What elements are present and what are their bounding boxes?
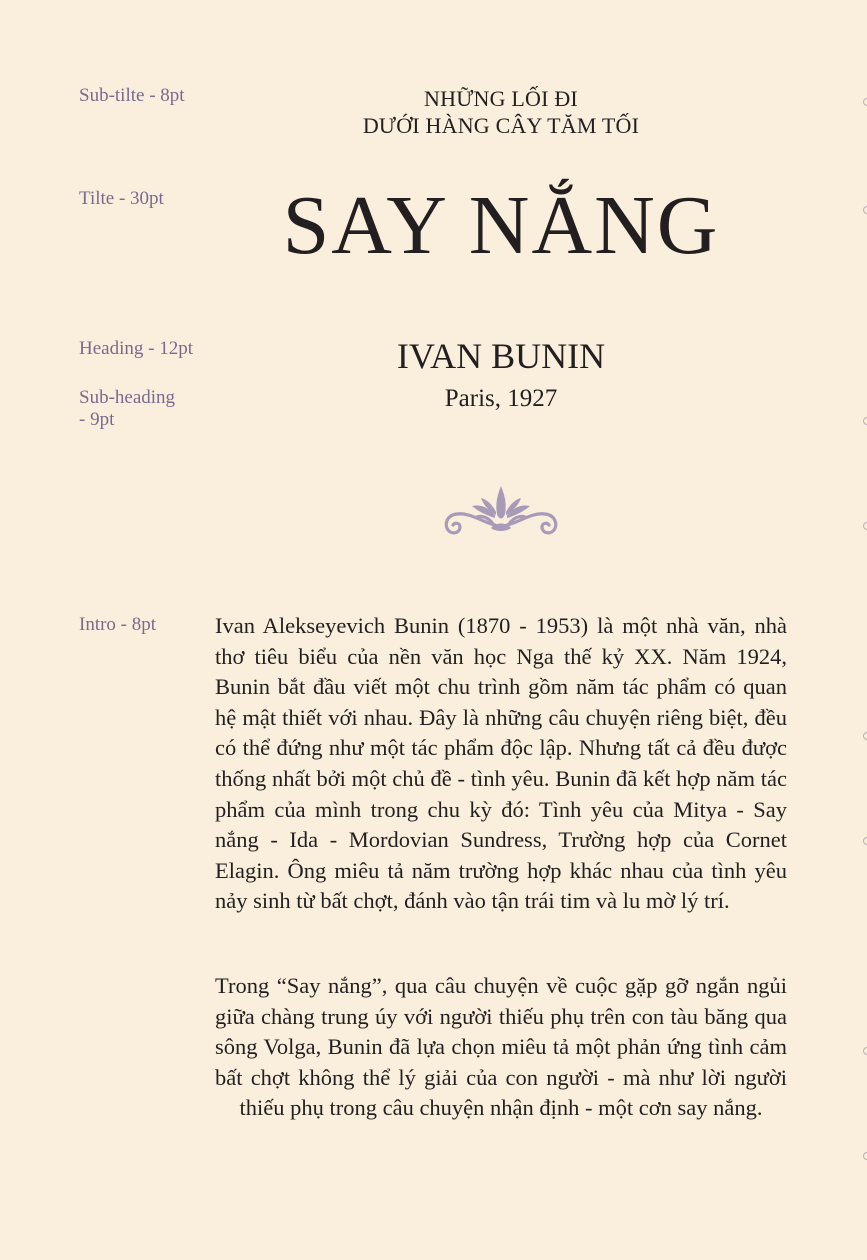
intro-paragraph-2: Trong “Say nắng”, qua câu chuyện về cuộc gặp gỡ ngắn ngủi giữa chàng trung úy với người thiếu phụ trên con tàu băng qua sông Volga, Bunin đã lựa chọn miêu tả một phản ứng tình cảm bất chợt không thể lý giải của con người - mà như lời người thiếu phụ trong câu chuyện nhận định - một cơn say nắng. <box>215 973 787 1121</box>
edge-mark <box>863 522 867 530</box>
book-title: SAY NẮNG <box>282 179 720 272</box>
edge-mark <box>863 1152 867 1160</box>
edge-mark <box>863 837 867 845</box>
author-name: IVAN BUNIN <box>396 336 606 376</box>
edge-mark <box>863 206 867 214</box>
edge-mark <box>863 98 867 106</box>
floral-ornament-icon <box>441 482 561 538</box>
book-subtitle: NHỮNG LỐI ĐI DƯỚI HÀNG CÂY TĂM TỐI <box>362 86 640 138</box>
label-title-spec: Tilte - 30pt <box>79 188 164 209</box>
label-subtitle-spec: Sub-tilte - 8pt <box>79 85 185 106</box>
intro-paragraph-1: Ivan Alekseyevich Bunin (1870 - 1953) là một nhà văn, nhà thơ tiêu biểu của nền văn học Nga thế kỷ XX. Năm 1924, Bunin bắt đầu viết một chu trình gồm năm tác phẩm có quan hệ mật thiết với nhau. Đây là những câu chuyện riêng biệt, đều có thể đứng như một tác phẩm độc lập. Nhưng tất cả đều được thống nhất bởi một chủ đề - tình yêu. Bunin đã kết hợp năm tác phẩm của mình trong chu kỳ đó: Tình yêu của Mitya - Say nắng - Ida - Mordovian Sundress, Trường hợp của Cornet Elagin. Ông miêu tả năm trường hợp khác nhau của tình yêu nảy sinh từ bất chợt, đánh vào tận trái tim và lu mờ lý trí. <box>215 613 787 914</box>
edge-mark <box>863 417 867 425</box>
edge-mark <box>863 732 867 740</box>
label-subheading-spec: Sub-heading - 9pt <box>79 387 176 430</box>
label-intro-spec: Intro - 8pt <box>79 614 157 635</box>
place-date: Paris, 1927 <box>444 385 558 412</box>
label-heading-spec: Heading - 12pt <box>79 338 193 359</box>
edge-mark <box>863 1047 867 1055</box>
